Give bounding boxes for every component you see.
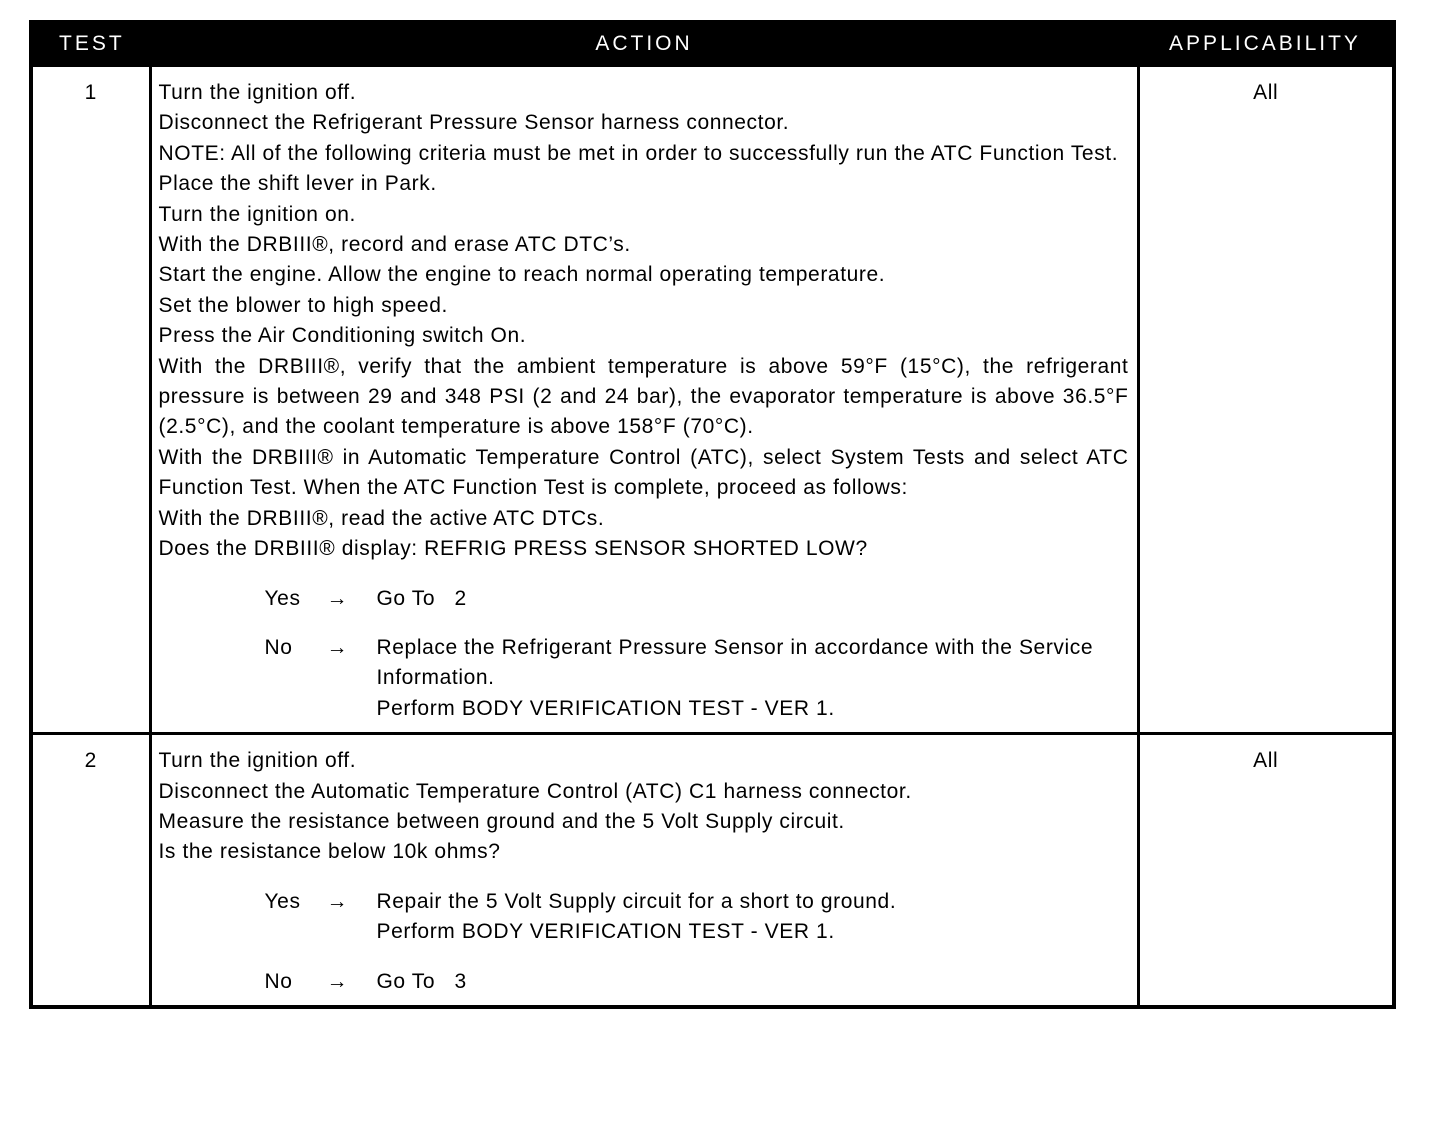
yes-branch (159, 584, 1129, 614)
yes-result (377, 887, 1129, 948)
step: Place the shift lever in Park. (158, 172, 437, 196)
step: Disconnect the Automatic Temperature Control (ATC) C1 harness connector. (158, 779, 912, 803)
goto-link[interactable]: Go To 3 (376, 969, 467, 993)
right-arrow-icon: → (326, 635, 349, 659)
right-arrow-icon: → (326, 889, 349, 913)
question: Does the DRBIII® display: REFRIG PRESS SENSOR SHORTED LOW? (158, 537, 868, 561)
step: Press the Air Conditioning switch On. (158, 324, 527, 348)
step: Disconnect the Refrigerant Pressure Sensor harness connector. (158, 111, 790, 135)
table-row (31, 734, 1394, 1007)
yes-branch (159, 887, 1129, 948)
no-result (377, 633, 1129, 724)
step: With the DRBIII®, read the active ATC DTCs. (158, 506, 605, 530)
step: Measure the resistance between ground and the 5 Volt Supply circuit. (158, 809, 845, 833)
goto-link[interactable]: Go To 2 (376, 586, 467, 610)
no-result (377, 967, 1129, 997)
question: Is the resistance below 10k ohms? (158, 840, 501, 864)
applicability-value: All (1138, 734, 1394, 1007)
test-number: 1 (31, 66, 150, 734)
step: With the DRBIII® in Automatic Temperature Control (ATC), select System Tests and select ATC Function Test. When the ATC Function Test is complete, proceed as follows: (158, 445, 1129, 500)
step: Set the blower to high speed. (158, 293, 448, 317)
no-branch (159, 633, 1129, 724)
step: Turn the ignition off. (158, 81, 357, 104)
no-label: No (264, 969, 293, 993)
header-row (31, 22, 1394, 66)
yes-label: Yes (264, 586, 301, 610)
result-line: Replace the Refrigerant Pressure Sensor in accordance with the Service Information. (376, 635, 1094, 690)
table-row (31, 66, 1394, 734)
result-line: Repair the 5 Volt Supply circuit for a short to ground. (376, 889, 897, 913)
yes-result (377, 584, 1129, 614)
step: Turn the ignition off. (158, 749, 357, 773)
right-arrow-icon: → (326, 969, 349, 993)
yes-label: Yes (264, 889, 301, 913)
action-cell (150, 66, 1138, 734)
test-number: 2 (31, 734, 150, 1007)
diagnostic-page (29, 20, 1392, 1009)
no-branch (159, 967, 1129, 997)
header-action: ACTION (150, 22, 1138, 66)
header-applicability: APPLICABILITY (1138, 22, 1394, 66)
result-line: Perform BODY VERIFICATION TEST - VER 1. (376, 920, 835, 944)
step: Turn the ignition on. (158, 202, 356, 226)
step: Start the engine. Allow the engine to reach normal operating temperature. (158, 263, 886, 287)
applicability-value: All (1138, 66, 1394, 734)
step-note: NOTE: All of the following criteria must be met in order to successfully run the ATC Function Test. (158, 141, 1119, 165)
no-label: No (264, 635, 293, 659)
action-cell (150, 734, 1138, 1007)
diagnostic-table (29, 20, 1396, 1009)
header-test: TEST (31, 22, 150, 66)
step: With the DRBIII®, record and erase ATC DTC’s. (158, 233, 631, 257)
right-arrow-icon: → (326, 586, 349, 610)
step: With the DRBIII®, verify that the ambient temperature is above 59°F (15°C), the refrigerant pressure is between 29 and 348 PSI (2 and 24 bar), the evaporator temperature is above 36.5°F (2.5°C), and the coolant temperature is above 158°F (70°C). (158, 354, 1129, 439)
result-line: Perform BODY VERIFICATION TEST - VER 1. (376, 696, 835, 720)
